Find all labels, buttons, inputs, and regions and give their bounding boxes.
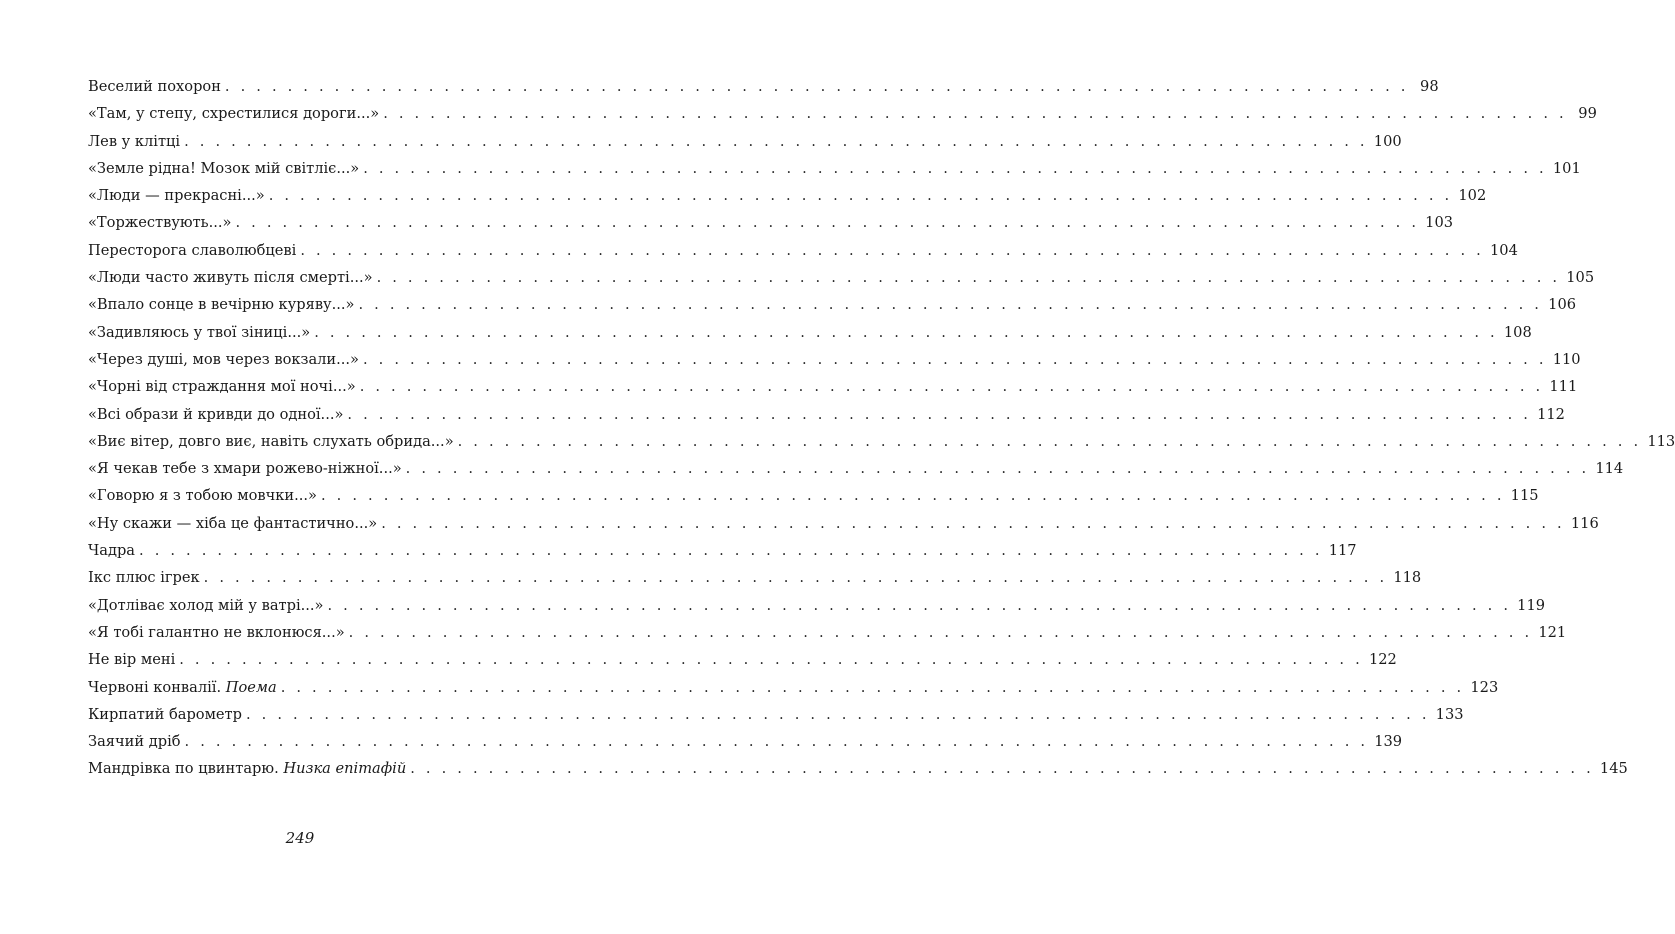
toc-entry-title — [88, 291, 354, 318]
toc-entry — [88, 373, 1578, 400]
toc-entry-page: 103 — [1425, 214, 1454, 232]
toc-entry — [88, 73, 1439, 100]
toc-entry-title-text: Червоні конвалії. — [88, 678, 226, 696]
toc-dot-leader — [383, 100, 1567, 127]
toc-entry-title — [88, 755, 406, 782]
toc-dot-leader — [225, 73, 1409, 100]
toc-entry-title — [88, 373, 356, 400]
toc-entry-title — [88, 701, 242, 728]
toc-entry-title — [88, 564, 200, 591]
toc-entry-title-text: «Торжествують...» — [88, 214, 232, 232]
toc-entry — [88, 100, 1597, 127]
toc-entry-title-text: Пересторога славолюбцеві — [88, 241, 297, 259]
toc-entry-title — [88, 455, 402, 482]
toc-entry-page: 106 — [1548, 296, 1577, 314]
toc-dot-leader — [363, 155, 1547, 182]
toc-entry — [88, 128, 1402, 155]
toc-entry-page: 104 — [1490, 241, 1518, 259]
toc-entry-page: 105 — [1566, 269, 1595, 287]
toc-entry-title — [88, 128, 180, 155]
toc-dot-leader — [139, 537, 1323, 564]
toc-entry-page: 145 — [1599, 760, 1628, 778]
toc-entry-page: 117 — [1328, 542, 1357, 560]
toc-entry-page: 115 — [1510, 487, 1539, 505]
toc-entry-title-text: «Впало сонце в вечірню куряву...» — [88, 296, 355, 314]
toc-entry-title-text: «Чорні від страждання мої ночі...» — [88, 378, 356, 396]
toc-entry-page: 99 — [1578, 105, 1597, 123]
toc-entry — [88, 264, 1595, 291]
toc-entry-page: 133 — [1435, 705, 1464, 723]
toc-entry-title-text: «Люди — прекрасні...» — [88, 187, 265, 205]
toc-dot-leader — [381, 510, 1565, 537]
toc-entry — [88, 537, 1357, 564]
toc-entry — [88, 346, 1581, 373]
toc-entry — [88, 701, 1464, 728]
toc-entry-page: 121 — [1538, 623, 1567, 641]
toc-entry-page: 98 — [1420, 78, 1439, 95]
toc-entry-title-text: «Через душі, мов через вокзали...» — [88, 350, 359, 368]
toc-entry — [88, 291, 1577, 318]
toc-dot-leader — [349, 619, 1533, 646]
toc-dot-leader — [327, 592, 1511, 619]
toc-entry-title — [88, 264, 373, 291]
toc-entry — [88, 564, 1422, 591]
table-of-contents — [88, 73, 1675, 783]
toc-dot-leader — [363, 346, 1547, 373]
toc-entry — [88, 155, 1581, 182]
toc-dot-leader — [204, 564, 1388, 591]
toc-dot-leader — [410, 755, 1594, 782]
toc-entry-title-text: Лев у клітці — [88, 132, 181, 150]
toc-dot-leader — [281, 674, 1465, 701]
toc-entry — [88, 455, 1624, 482]
toc-dot-leader — [235, 209, 1419, 236]
toc-entry-title-text: «Там, у степу, схрестилися дороги...» — [88, 105, 380, 123]
toc-entry-title — [88, 209, 231, 236]
toc-entry-title-text: «Люди часто живуть після смерті...» — [88, 269, 373, 287]
toc-entry-title — [88, 592, 323, 619]
toc-entry-title-text: Веселий похорон — [88, 78, 221, 95]
toc-entry — [88, 428, 1675, 455]
toc-entry-page: 122 — [1368, 651, 1397, 669]
toc-entry — [88, 592, 1546, 619]
toc-dot-leader — [347, 401, 1531, 428]
toc-entry-title — [88, 319, 310, 346]
toc-dot-leader — [246, 701, 1430, 728]
toc-entry-title — [88, 646, 175, 673]
toc-entry-page: 113 — [1647, 432, 1675, 450]
toc-dot-leader — [300, 237, 1484, 264]
toc-dot-leader — [406, 455, 1590, 482]
toc-entry-page: 102 — [1458, 187, 1487, 205]
toc-entry-page: 123 — [1470, 678, 1499, 696]
toc-entry-title — [88, 674, 277, 701]
toc-dot-leader — [179, 646, 1363, 673]
toc-entry-title-text: «Всі образи й кривди до одної...» — [88, 405, 344, 423]
toc-entry-title-text: Заячий дріб — [88, 733, 181, 751]
toc-dot-leader — [358, 291, 1542, 318]
toc-dot-leader — [314, 319, 1498, 346]
toc-entry-title — [88, 728, 181, 755]
toc-entry — [88, 510, 1599, 537]
toc-entry — [88, 319, 1532, 346]
toc-entry — [88, 237, 1518, 264]
toc-dot-leader — [377, 264, 1561, 291]
toc-entry-page: 112 — [1537, 405, 1565, 423]
toc-entry-title-text: Ікс плюс ігрек — [88, 569, 200, 587]
toc-entry-title — [88, 237, 296, 264]
toc-entry-title-text: «Задивляюсь у твої зіниці...» — [88, 323, 311, 341]
toc-entry-title — [88, 537, 135, 564]
toc-entry-title — [88, 100, 379, 127]
toc-dot-leader — [184, 128, 1368, 155]
toc-entry-title — [88, 428, 454, 455]
toc-entry-title — [88, 619, 345, 646]
toc-entry-title — [88, 155, 359, 182]
toc-entry — [88, 646, 1397, 673]
toc-entry-title — [88, 401, 343, 428]
toc-entry — [88, 755, 1628, 782]
toc-entry-subtitle: Поема — [225, 678, 277, 696]
toc-entry-title — [88, 510, 377, 537]
toc-entry-page: 139 — [1374, 733, 1403, 751]
toc-entry-title-text: «Ну скажи — хіба це фантастично...» — [88, 514, 378, 532]
toc-entry-page: 114 — [1595, 460, 1624, 478]
toc-entry-subtitle: Низка епітафій — [283, 760, 407, 778]
toc-entry-title — [88, 482, 317, 509]
toc-entry-title-text: Кирпатий барометр — [88, 705, 242, 723]
toc-entry-title-text: «Я тобі галантно не вклонюся...» — [88, 623, 345, 641]
toc-entry-title — [88, 73, 221, 100]
toc-entry — [88, 674, 1499, 701]
toc-entry-page: 111 — [1549, 378, 1578, 396]
toc-entry-page: 118 — [1393, 569, 1422, 587]
toc-entry — [88, 182, 1487, 209]
toc-entry — [88, 728, 1403, 755]
toc-entry-title-text: Мандрівка по цвинтарю. — [88, 760, 284, 778]
toc-dot-leader — [321, 482, 1505, 509]
toc-dot-leader — [185, 728, 1369, 755]
toc-entry-title-text: «Я чекав тебе з хмари рожево-ніжної...» — [88, 460, 402, 478]
toc-entry-page: 119 — [1517, 596, 1546, 614]
toc-entry — [88, 619, 1567, 646]
toc-entry-title-text: «Земле рідна! Мозок мій світліє...» — [88, 159, 360, 177]
toc-dot-leader — [360, 373, 1544, 400]
toc-entry-title-text: Не вір мені — [88, 651, 176, 669]
toc-dot-leader — [269, 182, 1453, 209]
toc-entry-page: 108 — [1503, 323, 1532, 341]
toc-dot-leader — [458, 428, 1642, 455]
toc-entry — [88, 482, 1539, 509]
toc-entry-page: 100 — [1373, 132, 1402, 150]
toc-entry-title — [88, 182, 265, 209]
page-number: 249 — [285, 829, 315, 847]
toc-entry-title-text: «Говорю я з тобою мовчки...» — [88, 487, 317, 505]
toc-entry-title-text: «Виє вітер, довго виє, навіть слухать обрида...» — [88, 432, 454, 450]
toc-entry-page: 110 — [1552, 350, 1581, 368]
toc-entry-title — [88, 346, 359, 373]
toc-entry-title-text: «Дотліває холод мій у ватрі...» — [88, 596, 324, 614]
toc-entry — [88, 401, 1565, 428]
toc-entry-page: 116 — [1570, 514, 1599, 532]
toc-entry-title-text: Чадра — [88, 542, 136, 560]
toc-entry — [88, 209, 1454, 236]
toc-entry-page: 101 — [1552, 159, 1581, 177]
